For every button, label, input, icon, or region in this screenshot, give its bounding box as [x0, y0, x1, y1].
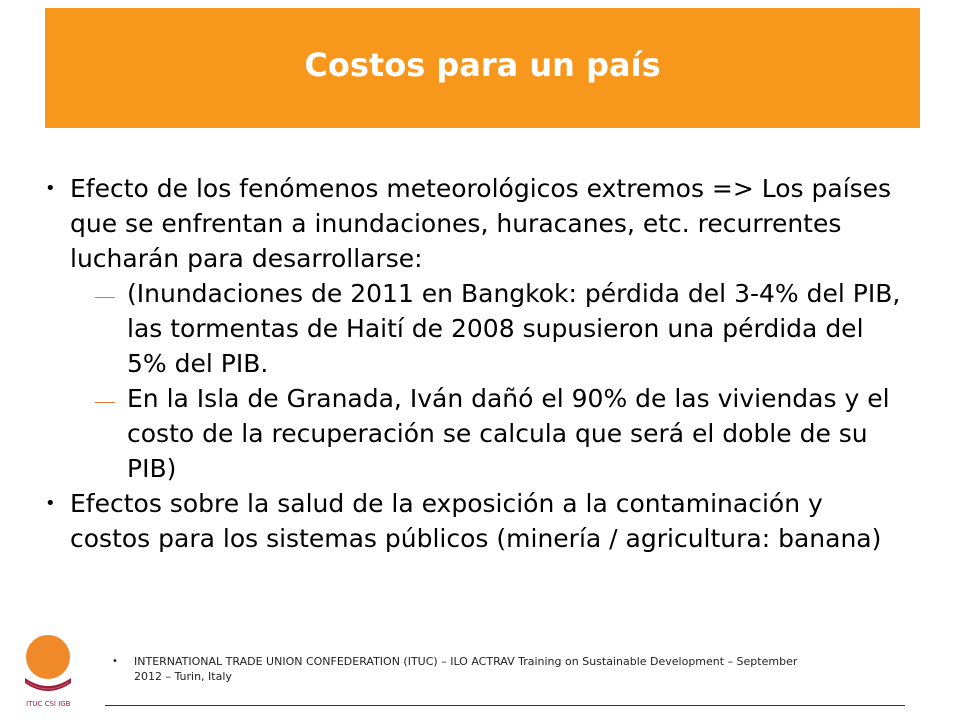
logo-caption: ITUC CSI IGB — [26, 700, 71, 708]
dash-icon — [95, 276, 117, 311]
footer-divider — [105, 705, 905, 706]
sub-bullet-text: En la Isla de Granada, Iván dañó el 90% de las viviendas y el costo de la recuperación se calcula que será el doble de su PIB) — [127, 384, 890, 483]
footer — [112, 654, 812, 684]
bullet-text: Efecto de los fenómenos meteorológicos extremos => Los países que se enfrentan a inundaciones, huracanes, etc. recurrentes lucharán para desarrollarse: — [70, 174, 892, 273]
sub-bullet-item — [45, 381, 905, 486]
ituc-logo — [22, 630, 92, 710]
slide-content — [45, 171, 905, 556]
bullet-item — [45, 486, 905, 556]
footer-text: INTERNATIONAL TRADE UNION CONFEDERATION (ITUC) – ILO ACTRAV Training on Sustainable Development – September 2012 – Turin, Italy — [134, 655, 798, 683]
ituc-logo-icon — [22, 630, 92, 710]
bullet-item — [45, 171, 905, 276]
dash-icon — [95, 381, 117, 416]
sub-bullet-item — [45, 276, 905, 381]
bullet-dot-icon: • — [45, 178, 56, 199]
footer-bullet-icon: • — [112, 656, 118, 667]
bullet-dot-icon: • — [45, 493, 56, 514]
sub-bullet-text: (Inundaciones de 2011 en Bangkok: pérdida del 3-4% del PIB, las tormentas de Haití de 2008 supusieron una pérdida del 5% del PIB. — [127, 279, 901, 378]
title-bar — [45, 8, 920, 128]
slide-title: Costos para un país — [304, 46, 661, 84]
bullet-text: Efectos sobre la salud de la exposición a la contaminación y costos para los sistemas públicos (minería / agricultura: banana) — [70, 489, 882, 553]
